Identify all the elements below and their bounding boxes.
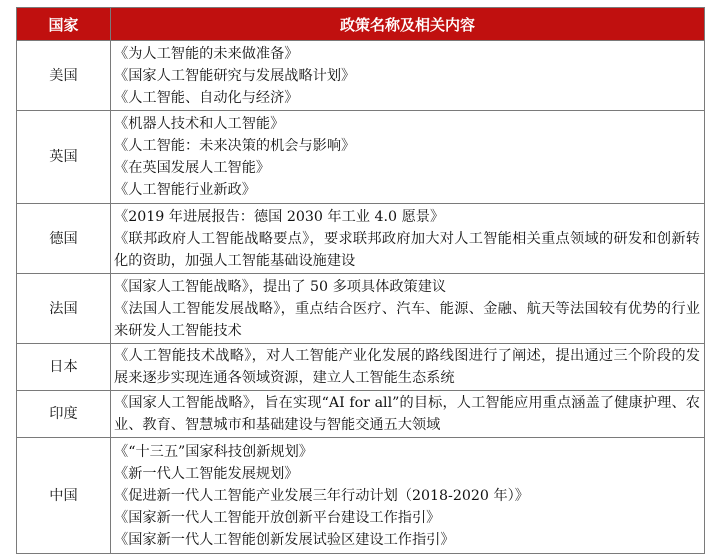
policy-item: 《人工智能、自动化与经济》 (114, 89, 299, 106)
country-cell: 英国 (17, 111, 111, 204)
country-cell: 法国 (17, 274, 111, 344)
policy-item: 《人工智能行业新政》 (114, 182, 256, 198)
ai-policy-table (16, 7, 705, 554)
policy-table-container (16, 7, 704, 554)
policy-cell (111, 344, 705, 391)
table-header-row (17, 8, 705, 41)
policy-cell (111, 111, 705, 204)
policy-cell (111, 438, 705, 554)
policy-item: 《新一代人工智能发展规划》 (114, 465, 299, 482)
policy-item: 《国家新一代人工智能创新发展试验区建设工作指引》 (114, 531, 455, 548)
policy-item: 《人工智能：未来决策的机会与影响》 (114, 138, 356, 154)
policy-item: 《为人工智能的未来做准备》 (114, 45, 299, 62)
policy-item: 《2019 年进展报告：德国 2030 年工业 4.0 愿景》 (114, 208, 445, 225)
policy-cell (111, 391, 705, 438)
header-policy: 政策名称及相关内容 (111, 8, 705, 41)
policy-item: 《国家人工智能战略》，旨在实现“AI for all”的目标，人工智能应用重点涵盖了健康护理、农业、教育、智慧城市和基础建设与智能交通五大领域 (114, 395, 700, 433)
policy-cell (111, 41, 705, 111)
country-cell: 中国 (17, 438, 111, 554)
table-row (17, 41, 705, 111)
table-row (17, 344, 705, 391)
policy-item: 《“十三五”国家科技创新规划》 (114, 443, 313, 460)
policy-item: 《国家新一代人工智能开放创新平台建设工作指引》 (114, 509, 441, 526)
country-cell: 德国 (17, 204, 111, 274)
policy-item: 《机器人技术和人工智能》 (114, 116, 285, 132)
policy-cell (111, 204, 705, 274)
policy-item: 《促进新一代人工智能产业发展三年行动计划（2018-2020 年）》 (114, 487, 529, 504)
table-row (17, 111, 705, 204)
policy-item: 《法国人工智能发展战略》，重点结合医疗、汽车、能源、金融、航天等法国较有优势的行业来研发人工智能技术 (114, 300, 700, 339)
table-row (17, 438, 705, 554)
policy-cell (111, 274, 705, 344)
policy-item: 《人工智能技术战略》，对人工智能产业化发展的路线图进行了阐述，提出通过三个阶段的发展来逐步实现连通各领域资源，建立人工智能生态系统 (114, 348, 700, 386)
table-row (17, 274, 705, 344)
table-row (17, 391, 705, 438)
country-cell: 日本 (17, 344, 111, 391)
table-row (17, 204, 705, 274)
policy-item: 《联邦政府人工智能战略要点》，要求联邦政府加大对人工智能相关重点领域的研发和创新转化的资助，加强人工智能基础设施建设 (114, 230, 700, 269)
policy-item: 《在英国发展人工智能》 (114, 160, 271, 176)
policy-item: 《国家人工智能研究与发展战略计划》 (114, 67, 356, 84)
country-cell: 印度 (17, 391, 111, 438)
policy-item: 《国家人工智能战略》，提出了 50 多项具体政策建议 (114, 278, 447, 295)
country-cell: 美国 (17, 41, 111, 111)
header-country: 国家 (17, 8, 111, 41)
